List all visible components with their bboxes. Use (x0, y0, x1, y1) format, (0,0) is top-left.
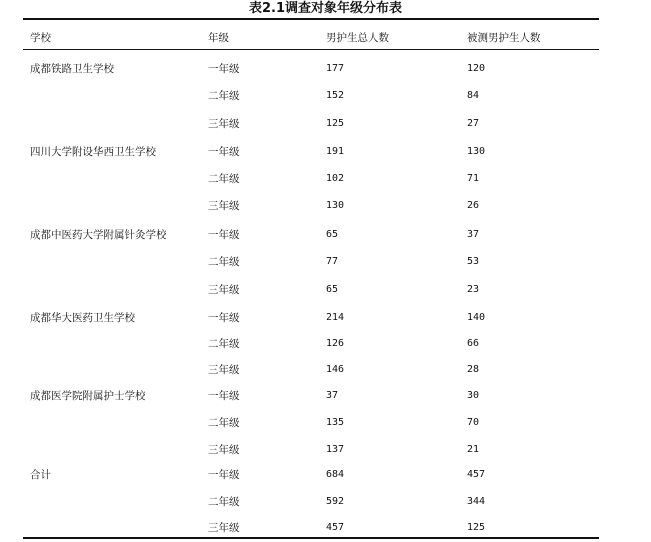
table-cell-grade: 二年级 (208, 173, 240, 185)
header-grade: 年级 (208, 32, 229, 44)
header-total: 男护生总人数 (326, 32, 389, 44)
table-cell-grade: 二年级 (208, 256, 240, 268)
table-cell-tested: 84 (467, 90, 480, 101)
table-caption: 表2.1调查对象年级分布表 (248, 1, 403, 16)
table-cell-grade: 一年级 (208, 390, 240, 402)
table-cell-tested: 130 (467, 146, 486, 157)
table-cell-total: 177 (326, 63, 345, 74)
table-cell-total: 126 (326, 338, 345, 349)
table-cell-total: 65 (326, 229, 339, 240)
table-cell-tested: 28 (467, 364, 480, 375)
table-cell-grade: 一年级 (208, 146, 240, 158)
table-cell-total: 137 (326, 444, 345, 455)
table-cell-tested: 66 (467, 338, 480, 349)
table-cell-grade: 三年级 (208, 284, 240, 296)
table-cell-grade: 二年级 (208, 496, 240, 508)
table-cell-total: 102 (326, 173, 345, 184)
table-cell-school: 成都医学院附属护士学校 (30, 390, 146, 402)
table-cell-tested: 344 (467, 496, 486, 507)
table-cell-grade: 三年级 (208, 444, 240, 456)
table-cell-total: 214 (326, 312, 345, 323)
table-cell-school: 成都华大医药卫生学校 (30, 312, 135, 324)
table-cell-grade: 三年级 (208, 118, 240, 130)
header-tested: 被测男护生人数 (467, 32, 541, 44)
table-cell-grade: 一年级 (208, 63, 240, 75)
table-cell-school: 合计 (30, 469, 51, 481)
table-cell-total: 592 (326, 496, 345, 507)
table-cell-grade: 二年级 (208, 338, 240, 350)
table-cell-tested: 125 (467, 522, 486, 533)
table-cell-tested: 26 (467, 200, 480, 211)
table-cell-tested: 70 (467, 417, 480, 428)
table-cell-total: 37 (326, 390, 339, 401)
table-cell-grade: 二年级 (208, 417, 240, 429)
table-cell-tested: 37 (467, 229, 480, 240)
table-cell-school: 成都铁路卫生学校 (30, 63, 114, 75)
table-cell-total: 125 (326, 118, 345, 129)
table-cell-grade: 一年级 (208, 312, 240, 324)
top-rule (23, 18, 599, 20)
table-cell-tested: 120 (467, 63, 486, 74)
table-cell-tested: 21 (467, 444, 480, 455)
header-school: 学校 (30, 32, 51, 44)
table-cell-grade: 二年级 (208, 90, 240, 102)
table-cell-tested: 53 (467, 256, 480, 267)
table-cell-grade: 三年级 (208, 364, 240, 376)
table-cell-total: 152 (326, 90, 345, 101)
header-rule (23, 49, 599, 50)
table-cell-total: 457 (326, 522, 345, 533)
table-cell-total: 77 (326, 256, 339, 267)
table-cell-tested: 23 (467, 284, 480, 295)
table-cell-total: 135 (326, 417, 345, 428)
table-cell-school: 成都中医药大学附属针灸学校 (30, 229, 167, 241)
table-cell-grade: 三年级 (208, 200, 240, 212)
table-cell-total: 191 (326, 146, 345, 157)
table-cell-tested: 457 (467, 469, 486, 480)
table-cell-total: 65 (326, 284, 339, 295)
table-cell-grade: 三年级 (208, 522, 240, 534)
table-cell-grade: 一年级 (208, 229, 240, 241)
table-cell-tested: 30 (467, 390, 480, 401)
table-cell-tested: 27 (467, 118, 480, 129)
table-cell-total: 146 (326, 364, 345, 375)
table-cell-grade: 一年级 (208, 469, 240, 481)
table-cell-tested: 140 (467, 312, 486, 323)
bottom-rule (23, 537, 599, 539)
table-cell-tested: 71 (467, 173, 480, 184)
table-cell-total: 130 (326, 200, 345, 211)
table-cell-school: 四川大学附设华西卫生学校 (30, 146, 156, 158)
table-cell-total: 684 (326, 469, 345, 480)
